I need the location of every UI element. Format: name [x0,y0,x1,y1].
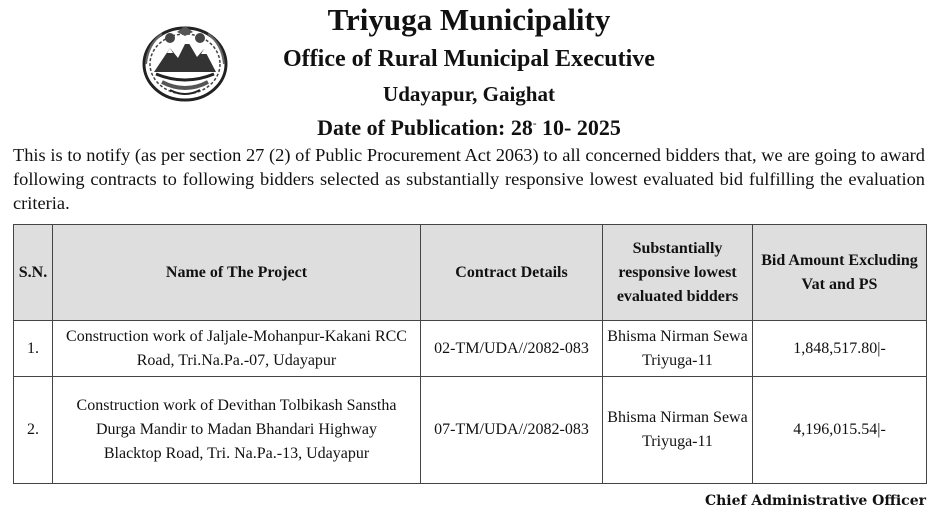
publication-date [0,115,938,141]
publication-date-mark: - [532,117,537,130]
notice-intro-paragraph: This is to notify (as per section 27 (2) of Public Procurement Act 2063) to all concerned bidders that, we are going to award following contracts to following bidders selected as substantially responsive lowest evaluated bid fulfilling the evaluation criteria. [13,145,925,213]
cell-amount: 4,196,015.54|- [753,377,927,484]
table-row [14,377,927,484]
column-header-project: Name of The Project [53,225,421,321]
column-header-contract: Contract Details [421,225,603,321]
cell-sn: 1. [14,321,53,377]
office-location: Udayapur, Gaighat [383,82,555,106]
cell-project: Construction work of Devithan Tolbikash Sanstha Durga Mandir to Madan Bhandari Highway Blacktop Road, Tri. Na.Pa.-13, Udayapur [53,377,421,484]
publication-date-suffix: 10- 2025 [536,115,621,140]
column-header-bidder: Substantially responsive lowest evaluated bidders [603,225,753,321]
column-header-amount: Bid Amount Excluding Vat and PS [753,225,927,321]
cell-bidder: Bhisma Nirman Sewa Triyuga-11 [603,377,753,484]
award-table [13,224,927,484]
cell-contract: 02-TM/UDA//2082-083 [421,321,603,377]
table-header-row [14,225,927,321]
signature-title: Chief Administrative Officer [704,493,926,509]
cell-amount: 1,848,517.80|- [753,321,927,377]
notice-header [0,0,938,140]
cell-sn: 2. [14,377,53,484]
publication-date-prefix: Date of Publication: 28 [317,115,533,140]
cell-contract: 07-TM/UDA//2082-083 [421,377,603,484]
cell-bidder: Bhisma Nirman Sewa Triyuga-11 [603,321,753,377]
office-name: Office of Rural Municipal Executive [283,46,655,72]
column-header-sn: S.N. [14,225,53,321]
municipality-name: Triyuga Municipality [327,2,611,37]
cell-project: Construction work of Jaljale-Mohanpur-Kakani RCC Road, Tri.Na.Pa.-07, Udayapur [53,321,421,377]
table-row [14,321,927,377]
